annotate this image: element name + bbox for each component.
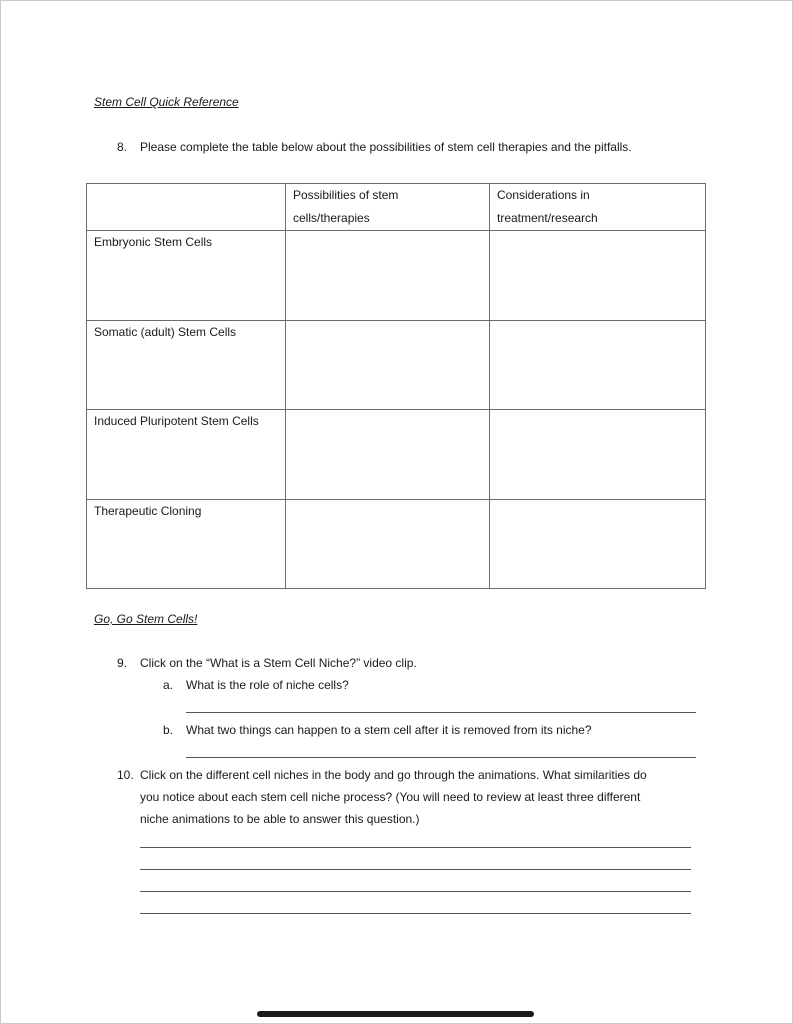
home-indicator-bar[interactable] [257,1011,534,1017]
question-9-text: Click on the “What is a Stem Cell Niche?” video clip. [140,656,417,670]
table-header-empty [87,184,286,231]
table-row [87,321,706,410]
cell-considerations-somatic[interactable] [490,321,706,410]
table-row [87,410,706,500]
row-label-ipsc: Induced Pluripotent Stem Cells [87,410,286,500]
row-label-somatic: Somatic (adult) Stem Cells [87,321,286,410]
table-row [87,500,706,589]
question-10-line2: you notice about each stem cell niche process? (You will need to review at least three different [140,790,641,804]
question-8-number: 8. [117,140,128,154]
cell-considerations-embryonic[interactable] [490,231,706,321]
answer-line-9b[interactable] [186,757,696,758]
header-considerations-line1: Considerations in [497,188,590,202]
question-9-number: 9. [117,656,128,670]
table-row [87,231,706,321]
question-10-line3: niche animations to be able to answer this question.) [140,812,420,826]
cell-possibilities-ipsc[interactable] [286,410,490,500]
cell-possibilities-somatic[interactable] [286,321,490,410]
question-9b-text: What two things can happen to a stem cell after it is removed from its niche? [186,723,592,737]
question-8-text: Please complete the table below about the possibilities of stem cell therapies and the pitfalls. [140,140,632,154]
section-title-reference: Stem Cell Quick Reference [94,95,239,109]
cell-considerations-therapeutic-cloning[interactable] [490,500,706,589]
answer-line-10-2[interactable] [140,869,691,870]
section-title-go-stem-cells: Go, Go Stem Cells! [94,612,198,626]
cell-possibilities-therapeutic-cloning[interactable] [286,500,490,589]
table-header-possibilities [286,184,490,231]
header-possibilities-line1: Possibilities of stem [293,188,399,202]
answer-line-10-3[interactable] [140,891,691,892]
header-possibilities-line2: cells/therapies [293,211,370,225]
question-10-line1: Click on the different cell niches in the body and go through the animations. What similarities do [140,768,647,782]
question-10-number: 10. [117,768,134,782]
row-label-embryonic: Embryonic Stem Cells [87,231,286,321]
stem-cell-table [86,183,706,589]
cell-possibilities-embryonic[interactable] [286,231,490,321]
table-header-considerations [490,184,706,231]
table-header-row [87,184,706,231]
answer-line-9a[interactable] [186,712,696,713]
header-considerations-line2: treatment/research [497,211,598,225]
cell-considerations-ipsc[interactable] [490,410,706,500]
question-9a-text: What is the role of niche cells? [186,678,349,692]
question-9a-letter: a. [163,678,174,692]
row-label-therapeutic-cloning: Therapeutic Cloning [87,500,286,589]
answer-line-10-4[interactable] [140,913,691,914]
question-9b-letter: b. [163,723,174,737]
answer-line-10-1[interactable] [140,847,691,848]
